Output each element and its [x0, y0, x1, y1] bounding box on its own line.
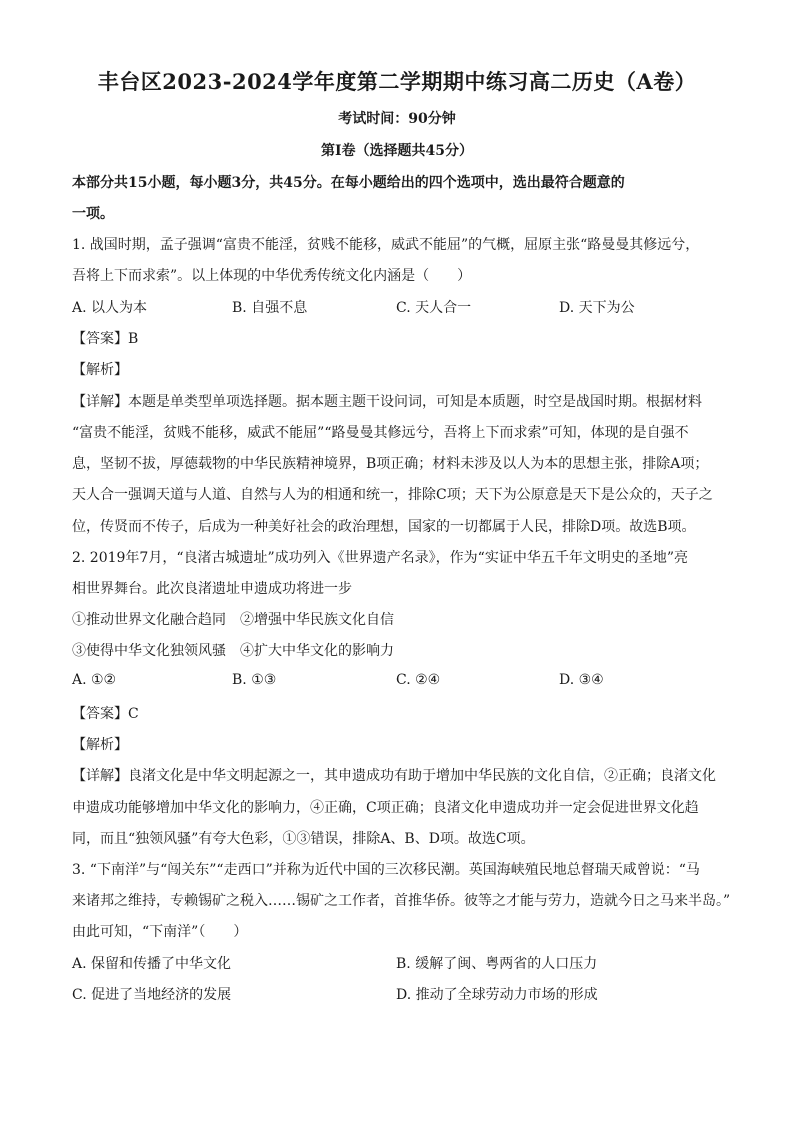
- q1-option-b: B. 自强不息: [232, 300, 308, 316]
- instructions-line: 本部分共15小题，每小题3分，共45分。在每小题给出的四个选项中，选出最符合题意的: [72, 175, 625, 191]
- q3-option-d: D. 推动了全球劳动力市场的形成: [396, 987, 598, 1003]
- section-title: 第Ⅰ卷（选择题共45分）: [320, 143, 474, 159]
- q2-stem-line: 相世界舞台。此次良渚遗址申遗成功将进一步: [72, 581, 352, 597]
- exam-time: 考试时间：90分钟: [338, 111, 456, 127]
- q1-option-a: A. 以人为本: [72, 300, 148, 316]
- q1-answer: 【答案】B: [72, 331, 139, 347]
- q2-option-a: A. ①②: [72, 672, 117, 688]
- q2-analysis-label: 【解析】: [72, 737, 128, 753]
- q2-detail-line: 申遗成功能够增加中华文化的影响力，④正确，C项正确；良渚文化申遗成功并一定会促进世界文化趋: [72, 800, 699, 816]
- q2-items-line: ①推动世界文化融合趋同 ②增强中华民族文化自信: [72, 612, 394, 628]
- q1-detail-line: 息，坚韧不拔，厚德载物的中华民族精神境界，B项正确；材料未涉及以人为本的思想主张，排除A项；: [72, 456, 709, 472]
- q2-detail-line: 同，而且“独领风骚”有夸大色彩，①③错误，排除A、B、D项。故选C项。: [72, 831, 535, 847]
- page-title: 丰台区2023-2024学年度第二学期期中练习高二历史（A卷）: [97, 69, 697, 94]
- q3-stem-line: 3. “下南洋”与“闯关东”“走西口”并称为近代中国的三次移民潮。英国海峡殖民地总督瑞天咸曾说：“马: [72, 862, 700, 878]
- q2-items-line: ③使得中华文化独领风骚 ④扩大中华文化的影响力: [72, 643, 394, 659]
- q1-option-d: D. 天下为公: [559, 300, 635, 316]
- q3-stem-line: 来诸邦之维持，专赖锡矿之税入……锡矿之工作者，首推华侨。彼等之才能与劳力，造就今日之马来半岛。”: [72, 893, 731, 909]
- q1-stem-line: 吾将上下而求索”。以上体现的中华优秀传统文化内涵是（ ）: [72, 268, 472, 284]
- q2-detail-line: 【详解】良渚文化是中华文明起源之一，其申遗成功有助于增加中华民族的文化自信，②正确；良渚文化: [72, 768, 716, 784]
- q2-stem-line: 2. 2019年7月，“良渚古城遗址”成功列入《世界遗产名录》，作为“实证中华五千年文明史的圣地”亮: [72, 550, 688, 566]
- instructions-line: 一项。: [72, 206, 114, 222]
- q3-stem-line: 由此可知，“下南洋”（ ）: [72, 924, 248, 940]
- q3-option-c: C. 促进了当地经济的发展: [72, 987, 232, 1003]
- q3-option-b: B. 缓解了闽、粤两省的人口压力: [396, 956, 598, 972]
- q1-detail-line: “富贵不能淫，贫贱不能移，威武不能屈”“路曼曼其修远兮，吾将上下而求索”可知，体现的是自强不: [72, 425, 689, 441]
- q2-option-d: D. ③④: [559, 672, 604, 688]
- q1-analysis-label: 【解析】: [72, 362, 128, 378]
- q1-detail-line: 位，传贤而不传子，后成为一种美好社会的政治理想，国家的一切都属于人民，排除D项。故选B项。: [72, 519, 696, 535]
- q1-option-c: C. 天人合一: [396, 300, 472, 316]
- q1-detail-line: 【详解】本题是单类型单项选择题。据本题主题干设问词，可知是本质题，时空是战国时期。根据材料: [72, 394, 702, 410]
- q1-detail-line: 天人合一强调天道与人道、自然与人为的相通和统一，排除C项；天下为公原意是天下是公众的，天子之: [72, 487, 713, 503]
- q2-option-c: C. ②④: [396, 672, 441, 688]
- q3-option-a: A. 保留和传播了中华文化: [72, 956, 232, 972]
- q2-answer: 【答案】C: [72, 706, 139, 722]
- q1-stem-line: 1. 战国时期，孟子强调“富贵不能淫，贫贱不能移，威武不能屈”的气概，屈原主张“路曼曼其修远兮，: [72, 237, 700, 253]
- q2-option-b: B. ①③: [232, 672, 277, 688]
